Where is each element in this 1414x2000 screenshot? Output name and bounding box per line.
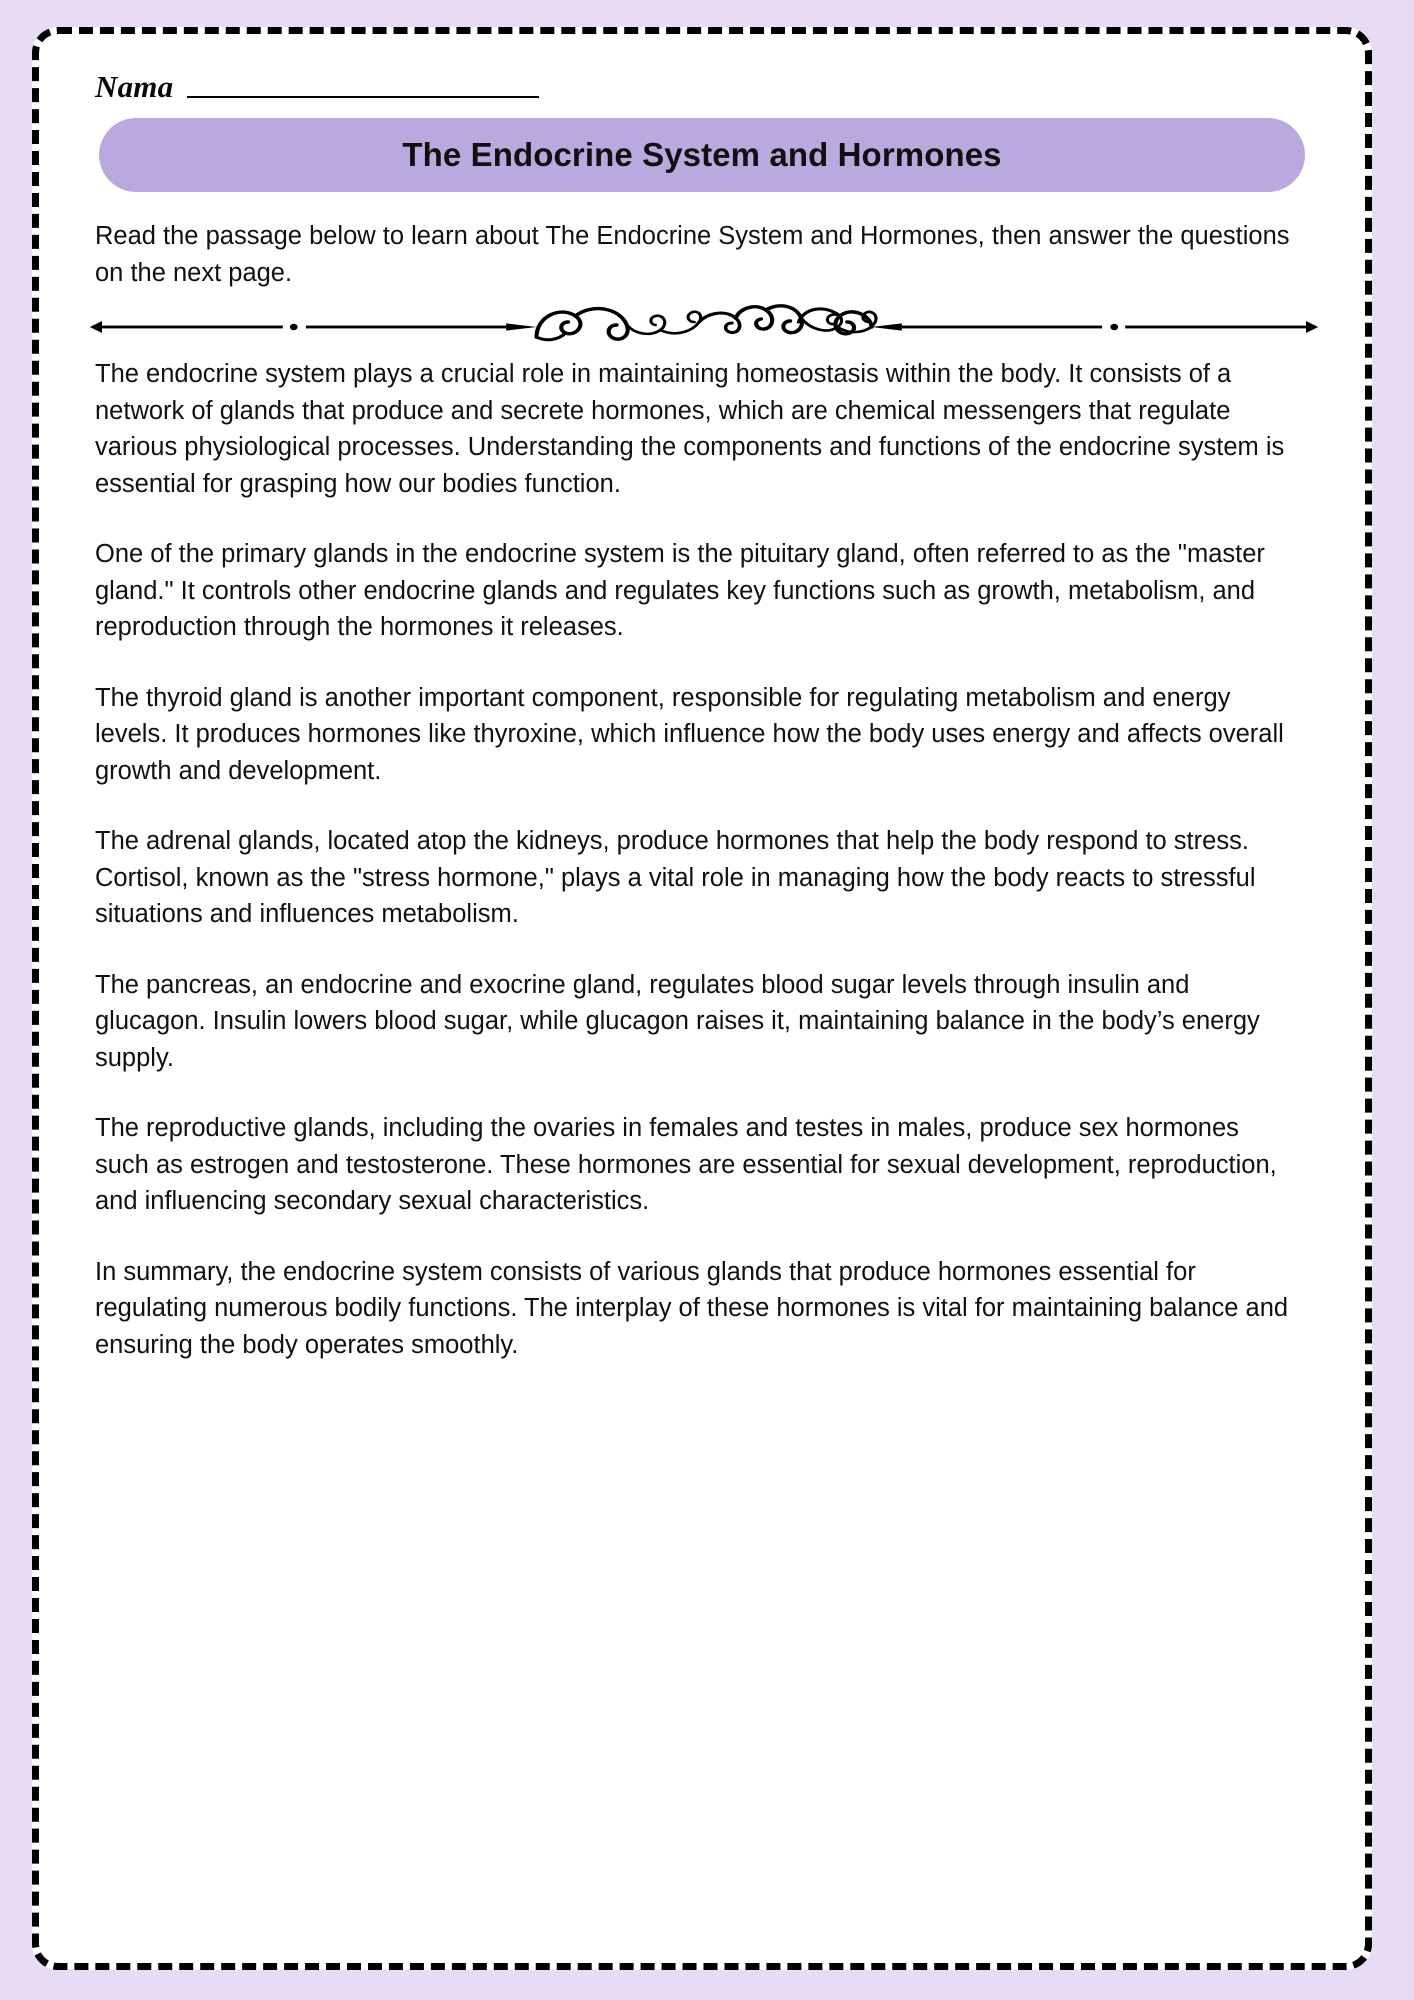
passage-body xyxy=(95,356,1297,1363)
passage-paragraph: The thyroid gland is another important component, responsible for regulating metabolism and energy levels. It produces hormones like thyroxine, which influence how the body uses energy and affects overall growth and development. xyxy=(95,683,1284,785)
name-input-line[interactable] xyxy=(187,96,539,98)
flourish-ornament-divider-icon xyxy=(85,304,1323,350)
name-label: Nama xyxy=(95,69,174,104)
passage-paragraph: One of the primary glands in the endocrine system is the pituitary gland, often referred to as the "master gland." It controls other endocrine glands and regulates key functions such as growth, metabolism, and reproduction through the hormones it releases. xyxy=(95,540,1265,641)
passage-paragraph: The endocrine system plays a crucial role in maintaining homeostasis within the body. It consists of a network of glands that produce and secrete hormones, which are chemical messengers that regulate various physiological processes. Understanding the components and functions of the endocrine system is essential for grasping how our bodies function. xyxy=(95,360,1285,498)
passage-paragraph: The pancreas, an endocrine and exocrine gland, regulates blood sugar levels through insulin and glucagon. Insulin lowers blood sugar, while glucagon raises it, maintaining balance in the body’s energy supply. xyxy=(95,970,1260,1072)
passage-paragraph: The adrenal glands, located atop the kidneys, produce hormones that help the body respond to stress. Cortisol, known as the "stress hormone," plays a vital role in managing how the body reacts to stressful situations and influences metabolism. xyxy=(95,827,1256,928)
passage-paragraph: The reproductive glands, including the ovaries in females and testes in males, produce sex hormones such as estrogen and testosterone. These hormones are essential for sexual development, reproduction, and influencing secondary sexual characteristics. xyxy=(95,1114,1277,1215)
title-banner xyxy=(99,118,1305,192)
passage-paragraph: In summary, the endocrine system consists of various glands that produce hormones essential for regulating numerous bodily functions. The interplay of these hormones is vital for maintaining balance and ensuring the body operates smoothly. xyxy=(95,1257,1289,1359)
worksheet-sheet xyxy=(32,27,1372,1970)
page-title: The Endocrine System and Hormones xyxy=(402,136,1002,173)
instructions-text: Read the passage below to learn about The Endocrine System and Hormones, then answer the questions on the next page. xyxy=(95,222,1290,287)
name-row xyxy=(71,52,1331,104)
